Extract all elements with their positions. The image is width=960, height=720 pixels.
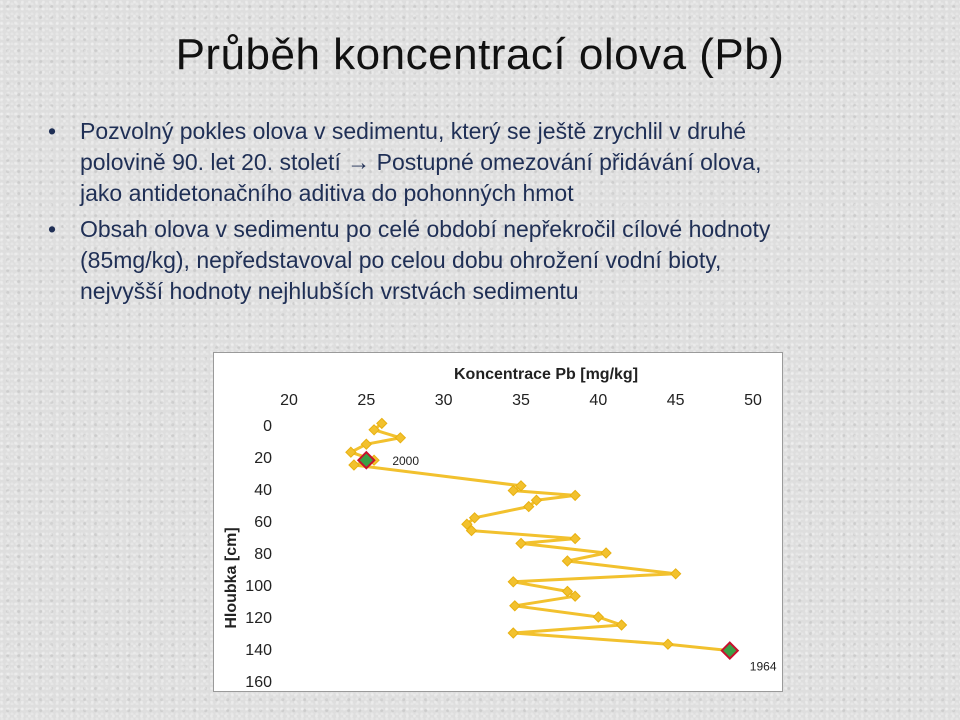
data-point-marker — [570, 534, 580, 544]
x-tick-label: 50 — [744, 392, 762, 409]
data-point-marker — [508, 628, 518, 638]
annotation-label: 2000 — [392, 454, 420, 469]
data-point-marker — [395, 433, 405, 443]
y-tick-label: 0 — [263, 418, 272, 435]
data-point-marker — [570, 490, 580, 500]
y-axis-label: Hloubka [cm] — [223, 527, 240, 629]
bullet-dot-icon: • — [47, 118, 57, 144]
x-tick-label: 40 — [589, 392, 608, 409]
data-point-marker — [346, 447, 356, 457]
highlight-marker — [722, 643, 738, 659]
data-point-marker — [593, 612, 603, 622]
data-point-marker — [663, 639, 673, 649]
data-point-marker — [510, 601, 520, 611]
y-tick-label: 20 — [254, 450, 272, 467]
bullet-dot-icon: • — [47, 216, 57, 242]
x-tick-label: 45 — [666, 392, 685, 409]
data-point-marker — [601, 548, 611, 558]
data-point-marker — [671, 569, 681, 579]
y-tick-label: 40 — [254, 482, 272, 499]
x-tick-label: 25 — [357, 392, 376, 409]
data-point-marker — [562, 556, 572, 566]
bullet-line: Obsah olova v sedimentu po celé období nepřekročil cílové hodnoty — [80, 216, 771, 242]
data-point-marker — [349, 460, 359, 470]
x-tick-label: 35 — [512, 392, 530, 409]
data-point-marker — [361, 439, 371, 449]
data-point-marker — [617, 620, 627, 630]
bullet-line: nejvyšší hodnoty nejhlubších vrstvách sedimentu — [80, 278, 579, 304]
chart-title: Koncentrace Pb [mg/kg] — [453, 366, 639, 383]
data-point-marker — [516, 538, 526, 548]
bullet-list — [42, 116, 922, 312]
data-point-marker — [508, 577, 518, 587]
bullet-line: Pozvolný pokles olova v sedimentu, který se ještě zrychlil v druhé — [80, 118, 747, 144]
y-tick-label: 140 — [245, 642, 272, 659]
bullet-item-2 — [42, 214, 922, 307]
chart-svg — [214, 353, 782, 691]
y-tick-label: 120 — [245, 610, 272, 627]
x-tick-label: 20 — [280, 392, 298, 409]
y-tick-label: 100 — [245, 578, 272, 595]
bullet-line: polovině 90. let 20. století → Postupné omezování přidávání olova, — [80, 149, 762, 175]
y-tick-label: 60 — [254, 514, 272, 531]
slide-title: Průběh koncentrací olova (Pb) — [175, 30, 785, 79]
lead-concentration-chart — [213, 352, 783, 692]
bullet-line: (85mg/kg), nepředstavoval po celou dobu ohrožení vodní bioty, — [80, 247, 722, 273]
y-tick-label: 80 — [254, 546, 272, 563]
annotation-label: 1964 — [749, 659, 777, 674]
bullet-line: jako antidetonačního aditiva do pohonných hmot — [80, 180, 574, 206]
y-tick-label: 160 — [245, 674, 272, 691]
x-tick-label: 30 — [434, 392, 453, 409]
bullet-item-1 — [42, 116, 922, 209]
